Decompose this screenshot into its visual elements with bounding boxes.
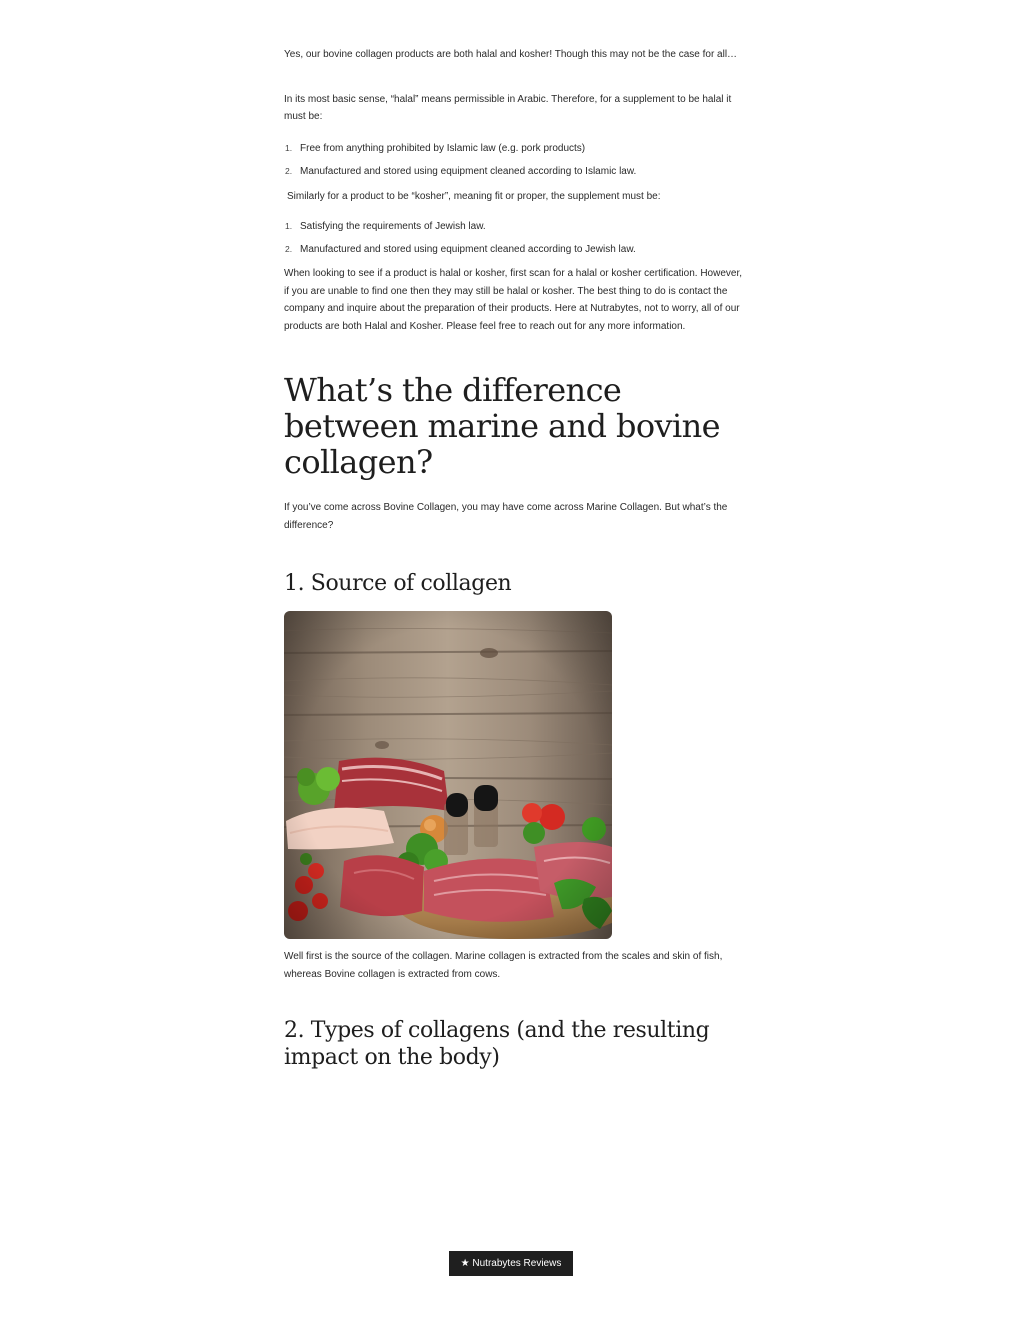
list-item xyxy=(284,163,744,180)
certification-paragraph: When looking to see if a product is halal or kosher, first scan for a halal or kosher certification. However, if you are unable to find one then they may still be halal or kosher. The best thing to do is contact the company and inquire about the preparation of their products. Here at Nutrabytes, not to worry, all of our products are both Halal and Kosher. Please feel free to reach out for any more information. xyxy=(284,268,742,332)
halal-requirements-list xyxy=(284,140,744,180)
list-item-text: Manufactured and stored using equipment cleaned according to Islamic law. xyxy=(300,165,637,177)
list-item-text: Manufactured and stored using equipment cleaned according to Jewish law. xyxy=(300,244,636,255)
list-item xyxy=(284,241,744,258)
source-paragraph: Well first is the source of the collagen. Marine collagen is extracted from the scales and skin of fish, whereas Bovine collagen is extracted from cows. xyxy=(284,951,723,980)
list-item xyxy=(284,218,744,235)
list-number: 2. xyxy=(285,244,293,254)
halal-definition-paragraph: In its most basic sense, “halal” means permissible in Arabic. Therefore, for a supplement to be halal it must be: xyxy=(284,93,732,122)
list-item-text: Free from anything prohibited by Islamic law (e.g. pork products) xyxy=(300,142,586,154)
list-item-text: Satisfying the requirements of Jewish law. xyxy=(300,221,486,232)
kosher-definition-paragraph: Similarly for a product to be “kosher”, meaning fit or proper, the supplement must be: xyxy=(287,190,661,202)
list-item xyxy=(284,140,744,157)
list-number: 1. xyxy=(285,142,293,153)
source-heading: 1. Source of collagen xyxy=(284,571,512,596)
difference-heading: What’s the difference between marine and bovine collagen? xyxy=(284,371,720,481)
types-heading: 2. Types of collagens (and the resulting impact on the body) xyxy=(284,1018,710,1070)
difference-intro-paragraph: If you’ve come across Bovine Collagen, you may have come across Marine Collagen. But what’s the difference? xyxy=(284,502,728,531)
intro-paragraph: Yes, our bovine collagen products are both halal and kosher! Though this may not be the case for all… xyxy=(284,49,738,60)
kosher-requirements-list xyxy=(284,218,744,258)
meat-vegetables-photo xyxy=(284,611,612,939)
list-number: 1. xyxy=(285,221,293,231)
article-body xyxy=(284,46,744,1071)
reviews-badge-button[interactable]: ★ Nutrabytes Reviews xyxy=(449,1251,573,1276)
list-number: 2. xyxy=(285,165,293,176)
